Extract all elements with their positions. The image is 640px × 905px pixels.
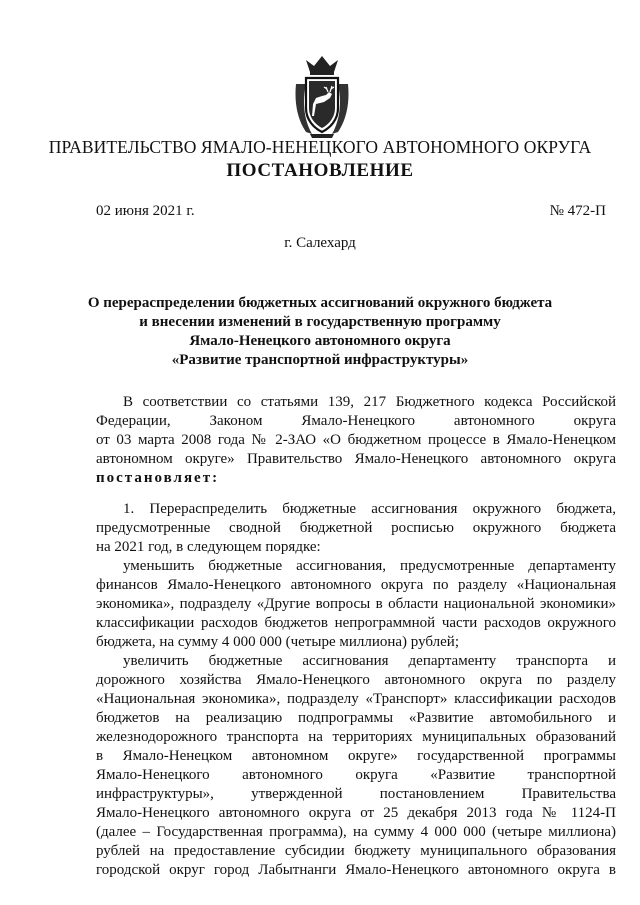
body-line: в Ямало-Ненецком автономном округе» государственной программы: [96, 748, 616, 764]
subject-line: «Развитие транспортной инфраструктуры»: [171, 352, 469, 368]
subject-line: Ямало-Ненецкого автономного округа: [189, 333, 451, 349]
document-body: [96, 393, 616, 880]
body-line: предусмотренные сводной бюджетной росписью окружного бюджета: [96, 520, 616, 536]
body-line: В соответствии со статьями 139, 217 Бюджетного кодекса Российской: [123, 394, 616, 410]
body-line: экономика», подразделу «Другие вопросы в области национальной экономики»: [96, 596, 616, 612]
subject-line: О перераспределении бюджетных ассигнований окружного бюджета: [87, 295, 553, 311]
document-city: г. Салехард: [284, 235, 356, 251]
body-line: Ямало-Ненецкого автономного округа «Развитие транспортной: [96, 767, 616, 783]
body-line: городской округ город Лабытнанги Ямало-Ненецкого автономного округа в: [96, 862, 616, 878]
body-line: финансов Ямало-Ненецкого автономного округа по разделу «Национальная: [96, 577, 616, 593]
decree-word: постановляет:: [96, 470, 220, 486]
body-line: на 2021 год, в следующем порядке:: [96, 539, 321, 555]
document-subject: [60, 294, 580, 370]
body-line: «Национальная экономика», подразделу «Транспорт» классификации расходов: [96, 691, 616, 707]
body-line: Ямало-Ненецкого автономного округа от 25 декабря 2013 года № 1124-П: [96, 805, 616, 821]
government-title: ПРАВИТЕЛЬСТВО ЯМАЛО-НЕНЕЦКОГО АВТОНОМНОГО ОКРУГА: [48, 137, 592, 157]
body-line: автономном округе» Правительство Ямало-Ненецкого автономного округа: [96, 451, 616, 467]
body-line: 1. Перераспределить бюджетные ассигнования окружного бюджета,: [123, 501, 616, 517]
body-line: бюджета, на сумму 4 000 000 (четыре миллиона) рублей;: [96, 634, 459, 650]
body-line: дорожного хозяйства Ямало-Ненецкого автономного округа по разделу: [96, 672, 616, 688]
subject-line: и внесении изменений в государственную программу: [139, 314, 501, 330]
body-line: (далее – Государственная программа), на сумму 4 000 000 (четыре миллиона): [96, 824, 616, 840]
coat-of-arms-icon: [292, 54, 352, 140]
document-number: № 472-П: [549, 203, 606, 219]
body-line: железнодорожного транспорта на территориях муниципальных образований: [96, 729, 616, 745]
body-line: от 03 марта 2008 года № 2-ЗАО «О бюджетном процессе в Ямало-Ненецком: [96, 432, 616, 448]
document-date: 02 июня 2021 г.: [96, 203, 195, 219]
body-line: инфраструктуры», утвержденной постановлением Правительства: [96, 786, 616, 802]
body-line: увеличить бюджетные ассигнования департаменту транспорта и: [123, 653, 616, 669]
body-line: бюджетов на реализацию подпрограммы «Развитие автомобильного и: [96, 710, 616, 726]
body-line: Федерации, Законом Ямало-Ненецкого автономного округа: [96, 413, 616, 429]
body-line: классификации расходов бюджетов непрограммной части расходов окружного: [96, 615, 616, 631]
body-line: рублей на предоставление субсидии бюджету муниципального образования: [96, 843, 616, 859]
document-type: ПОСТАНОВЛЕНИЕ: [226, 160, 414, 181]
body-line: уменьшить бюджетные ассигнования, предусмотренные департаменту: [123, 558, 616, 574]
